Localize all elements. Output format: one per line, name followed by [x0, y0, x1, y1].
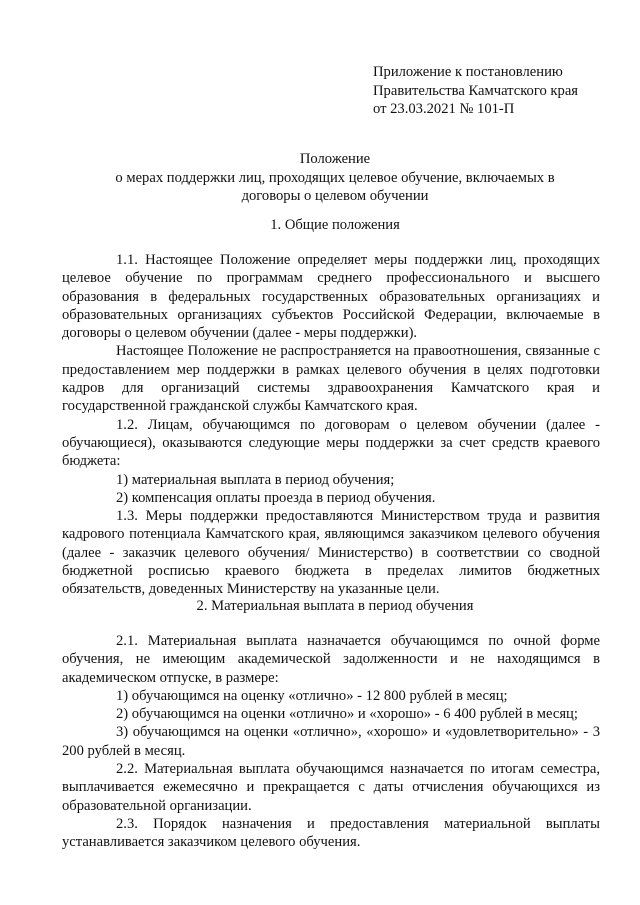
- document-title: [62, 150, 608, 206]
- section-1-heading: 1. Общие положения: [270, 217, 400, 233]
- section-2-body: [62, 632, 600, 852]
- list-item: 2) компенсация оплаты проезда в период обучения.: [116, 489, 436, 506]
- section-2-heading: 2. Материальная выплата в период обучения: [196, 598, 474, 614]
- paragraph-1-1: 1.1. Настоящее Положение определяет меры поддержки лиц, проходящих целевое обучение по программам среднего профессионального и высшего образования в федеральных государственных образовательных организациях и образовательных организациях субъектов Российской Федерации, включаемые в договоры о целевом обучении (далее - меры поддержки).: [62, 252, 600, 342]
- paragraph-2-1: 2.1. Материальная выплата назначается обучающимся по очной форме обучения, не имеющим академической задолженности и не находящимся в академическом отпуске, в размере:: [62, 633, 600, 686]
- paragraph-1-1-note: Настоящее Положение не распространяется на правоотношения, связанные с предоставлением мер поддержки в рамках целевого обучения в целях подготовки кадров для организаций системы здравоохранения Камчатского края и государственной гражданской службы Камчатского края.: [62, 343, 600, 415]
- list-item: 3) обучающимся на оценки «отлично», «хорошо» и «удовлетворительно» - 3 200 рублей в месяц.: [62, 724, 600, 759]
- approval-line-3: от 23.03.2021 № 101-П: [373, 101, 515, 117]
- paragraph-2-3: 2.3. Порядок назначения и предоставления материальной выплаты устанавливается заказчиком целевого обучения.: [62, 815, 600, 851]
- paragraph-1-2: 1.2. Лицам, обучающимся по договорам о целевом обучении (далее - обучающиеся), оказываются следующие меры поддержки за счет средств краевого бюджета:: [62, 416, 600, 470]
- list-item: 2) обучающимся на оценки «отлично» и «хорошо» - 6 400 рублей в месяц;: [116, 706, 578, 723]
- paragraph-1-3: 1.3. Меры поддержки предоставляются Министерством труда и развития кадрового потенциала Камчатского края, являющимся заказчиком целевого обучения (далее - заказчик целевого обучения/ Министерство) в соответствии со сводной бюджетной росписью краевого бюджета в пределах лимитов бюджетных обязательств, доведенных Министерству на указанные цели.: [62, 508, 600, 598]
- list-item: 1) обучающимся на оценку «отлично» - 12 800 рублей в месяц;: [116, 687, 508, 704]
- title-line-3: договоры о целевом обучении: [241, 188, 429, 204]
- title-line-2: о мерах поддержки лиц, проходящих целевое обучение, включаемых в: [115, 169, 555, 186]
- approval-line-1: Приложение к постановлению: [373, 64, 563, 80]
- approval-block: [373, 63, 623, 119]
- paragraph-2-2: 2.2. Материальная выплата обучающимся назначается по итогам семестра, выплачивается ежемесячно и прекращается с даты отчисления обучающихся из образовательной организации.: [62, 761, 600, 814]
- list-item: 1) материальная выплата в период обучения;: [116, 471, 395, 488]
- title-line-1: Положение: [299, 151, 371, 167]
- section-1-body: [62, 251, 600, 599]
- approval-line-2: Правительства Камчатского края: [373, 82, 579, 99]
